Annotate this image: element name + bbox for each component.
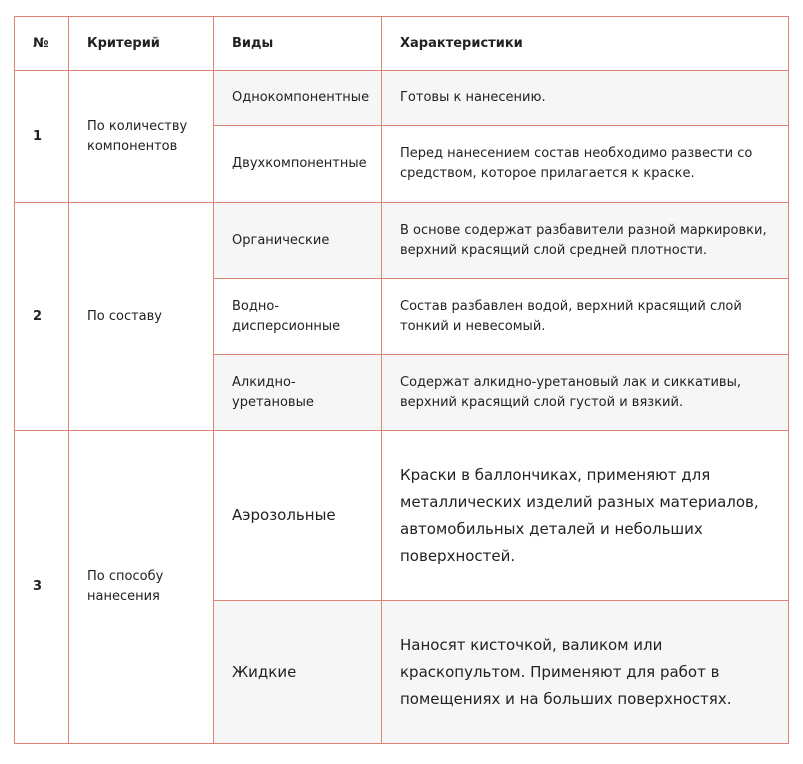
header-characteristics: Характеристики bbox=[382, 17, 789, 71]
table-header-row bbox=[15, 17, 789, 71]
type-cell: Алкидно-уретановые bbox=[214, 355, 382, 431]
type-cell: Аэрозольные bbox=[214, 431, 382, 601]
type-cell: Двухкомпонентные bbox=[214, 126, 382, 203]
group-criterion: По количеству компонентов bbox=[69, 71, 214, 203]
paint-types-table bbox=[14, 16, 789, 744]
description-cell: Состав разбавлен водой, верхний красящий слой тонкий и невесомый. bbox=[382, 279, 789, 355]
type-cell: Однокомпонентные bbox=[214, 71, 382, 126]
description-cell: Готовы к нанесению. bbox=[382, 71, 789, 126]
group-criterion: По способу нанесения bbox=[69, 431, 214, 744]
type-cell: Жидкие bbox=[214, 601, 382, 744]
group-number: 3 bbox=[15, 431, 69, 744]
table-row bbox=[15, 71, 789, 126]
type-cell: Водно-дисперсионные bbox=[214, 279, 382, 355]
header-types: Виды bbox=[214, 17, 382, 71]
table-row bbox=[15, 431, 789, 601]
description-cell: Перед нанесением состав необходимо развести со средством, которое прилагается к краске. bbox=[382, 126, 789, 203]
type-cell: Органические bbox=[214, 203, 382, 279]
description-cell: В основе содержат разбавители разной маркировки, верхний красящий слой средней плотности. bbox=[382, 203, 789, 279]
description-cell: Краски в баллончиках, применяют для металлических изделий разных материалов, автомобильных деталей и небольших поверхностей. bbox=[382, 431, 789, 601]
table-row bbox=[15, 203, 789, 279]
group-criterion: По составу bbox=[69, 203, 214, 431]
header-num: № bbox=[15, 17, 69, 71]
group-number: 1 bbox=[15, 71, 69, 203]
group-number: 2 bbox=[15, 203, 69, 431]
description-cell: Содержат алкидно-уретановый лак и сиккативы, верхний красящий слой густой и вязкий. bbox=[382, 355, 789, 431]
description-cell: Наносят кисточкой, валиком или краскопультом. Применяют для работ в помещениях и на больших поверхностях. bbox=[382, 601, 789, 744]
header-criterion: Критерий bbox=[69, 17, 214, 71]
